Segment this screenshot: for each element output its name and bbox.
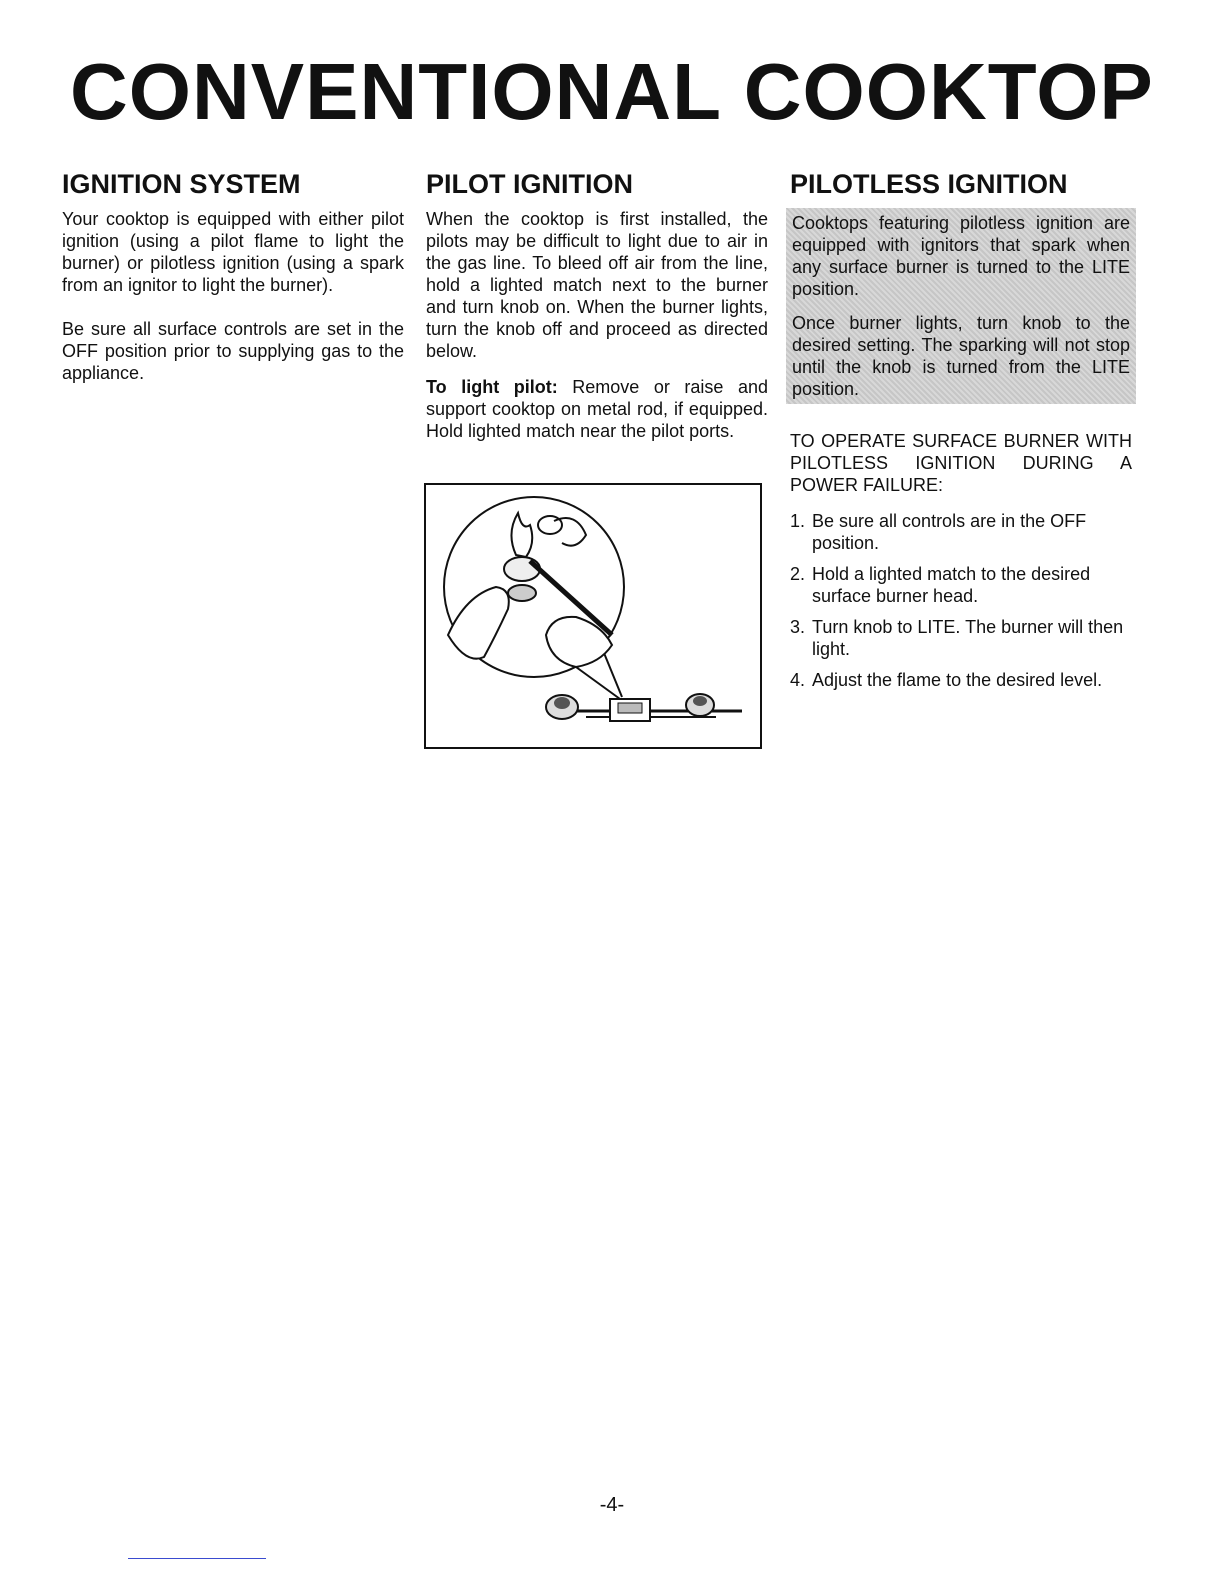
pilotless-shaded-para1: Cooktops featuring pilotless ignition are equipped with ignitors that spark when any surface burner is turned to the LITE position. [792, 213, 1130, 299]
list-item [790, 563, 1132, 607]
power-failure-heading: TO OPERATE SURFACE BURNER WITH PILOTLESS IGNITION DURING A POWER FAILURE: [790, 431, 1132, 495]
pilot-ignition-heading: PILOT IGNITION [426, 169, 633, 199]
list-item [790, 510, 1132, 554]
step-number: 1. [790, 511, 806, 531]
list-item [790, 669, 1132, 691]
ignition-system-heading: IGNITION SYSTEM [62, 169, 301, 199]
footer-rule [128, 1558, 266, 1559]
pilotless-ignition-section [790, 168, 1132, 700]
pilotless-shaded-para2: Once burner lights, turn knob to the desired setting. The sparking will not stop until the knob is turned from the LITE position. [792, 313, 1130, 399]
pilot-ignition-section [426, 168, 768, 442]
step-text: Adjust the flame to the desired level. [812, 670, 1103, 690]
match-lighting-pilot-drawing [426, 485, 760, 747]
light-pilot-label: To light pilot: [426, 377, 558, 397]
step-number: 3. [790, 617, 806, 637]
step-number: 4. [790, 670, 806, 690]
ignition-system-para2: Be sure all surface controls are set in the OFF position prior to supplying gas to the appliance. [62, 319, 404, 383]
page-title: CONVENTIONAL COOKTOP [70, 47, 1154, 136]
ignition-system-para1: Your cooktop is equipped with either pilot ignition (using a pilot flame to light the burner) or pilotless ignition (using a spark from an ignitor to light the burner). [62, 209, 404, 295]
ignition-system-section [62, 168, 404, 384]
list-item [790, 616, 1132, 660]
step-text: Hold a lighted match to the desired surface burner head. [812, 564, 1091, 606]
pilotless-shaded-box [786, 208, 1136, 404]
page-number: -4- [599, 1494, 625, 1516]
step-number: 2. [790, 564, 806, 584]
light-pilot-paragraph [426, 376, 768, 442]
power-failure-steps [790, 510, 1132, 691]
step-text: Be sure all controls are in the OFF position. [812, 511, 1087, 553]
step-text: Turn knob to LITE. The burner will then light. [812, 617, 1124, 659]
pilotless-ignition-heading: PILOTLESS IGNITION [790, 169, 1068, 199]
light-pilot-text: Remove or raise and support cooktop on metal rod, if equipped. Hold lighted match near the pilot ports. [426, 377, 768, 441]
pilot-ignition-para1: When the cooktop is first installed, the pilots may be difficult to light due to air in the gas line. To bleed off air from the line, hold a lighted match next to the burner and turn knob on. When the burner lights, turn the knob off and proceed as directed below. [426, 209, 768, 361]
pilot-lighting-illustration [424, 483, 762, 749]
